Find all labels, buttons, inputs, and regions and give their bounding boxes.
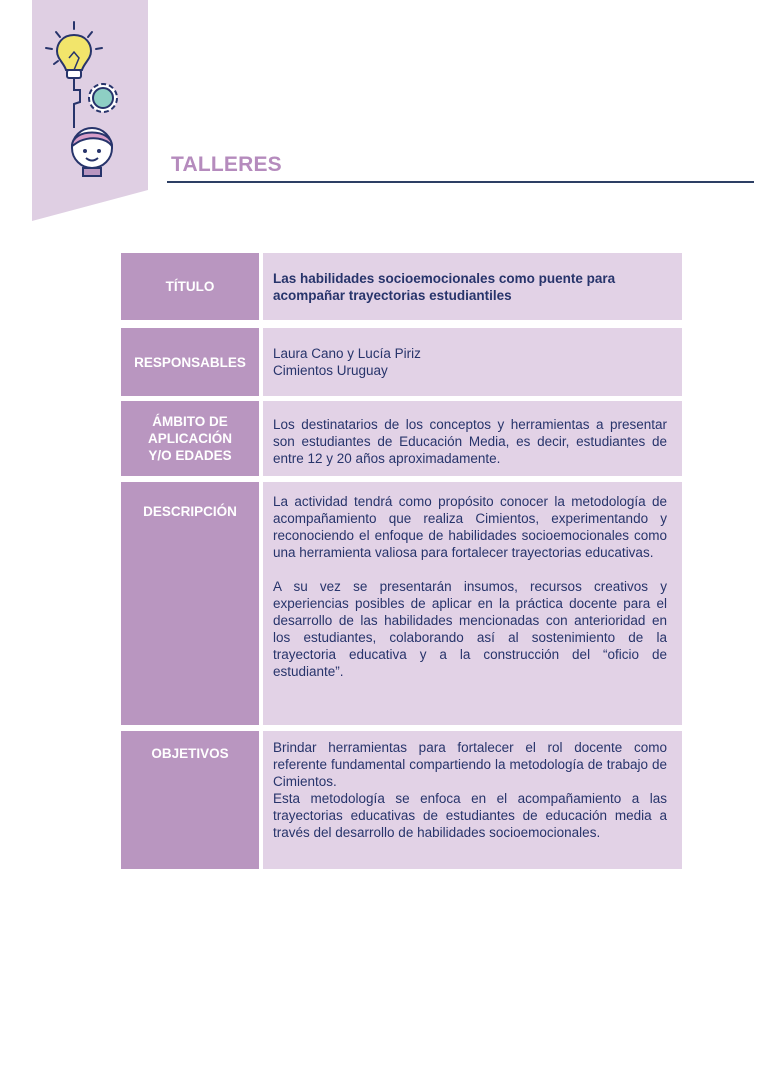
lightbulb-gear-person-icon bbox=[40, 18, 140, 178]
objetivos-paragraph: Brindar herramientas para fortalecer el rol docente como referente fundamental compartiendo la metodología de trabajo de Cimientos. bbox=[273, 740, 667, 789]
label-descripcion: DESCRIPCIÓN bbox=[121, 482, 259, 725]
row-descripcion bbox=[121, 482, 682, 725]
ambito-text: Los destinatarios de los conceptos y herramientas a presentar son estudiantes de Educación Media, es decir, estudiantes de entre 12 y 20 años aproximadamente. bbox=[273, 417, 667, 466]
descripcion-paragraph: A su vez se presentarán insumos, recursos creativos y experiencias posibles de aplicar en la práctica docente para el desarrollo de las habilidades mencionadas con anterioridad en los estudiantes, colaborando así al sostenimiento de la trayectoria educativa y a la construcción del “oficio de estudiante”. bbox=[273, 579, 667, 679]
titulo-line: Las habilidades socioemocionales como puente para bbox=[273, 270, 616, 286]
value-responsables bbox=[263, 328, 682, 396]
section-divider bbox=[167, 181, 754, 183]
ambito-label-line: Y/O EDADES bbox=[148, 448, 232, 463]
label-responsables: RESPONSABLES bbox=[121, 328, 259, 396]
ambito-label-line: ÁMBITO DE bbox=[152, 414, 228, 429]
responsables-line: Laura Cano y Lucía Piriz bbox=[273, 346, 421, 361]
row-objetivos bbox=[121, 731, 682, 869]
descripcion-paragraph: La actividad tendrá como propósito conocer la metodología de acompañamiento que realiza Cimientos, experimentando y reconociendo el enfoque de habilidades socioemocionales como una herramienta valiosa para fortalecer trayectorias educativas. bbox=[273, 494, 667, 560]
row-titulo bbox=[121, 253, 682, 320]
row-ambito bbox=[121, 401, 682, 476]
ambito-label-line: APLICACIÓN bbox=[148, 431, 232, 446]
label-titulo: TÍTULO bbox=[121, 253, 259, 320]
value-titulo bbox=[263, 253, 682, 320]
label-objetivos: OBJETIVOS bbox=[121, 731, 259, 869]
row-responsables bbox=[121, 328, 682, 396]
value-ambito bbox=[263, 401, 682, 476]
section-title: TALLERES bbox=[171, 153, 282, 176]
responsables-line: Cimientos Uruguay bbox=[273, 363, 388, 378]
objetivos-paragraph: Esta metodología se enfoca en el acompañamiento a las trayectorias educativas de estudiantes de educación media a través del desarrollo de habilidades socioemocionales. bbox=[273, 791, 667, 840]
label-ambito bbox=[121, 401, 259, 476]
titulo-line: acompañar trayectorias estudiantiles bbox=[273, 287, 512, 303]
value-objetivos bbox=[263, 731, 682, 869]
header-ribbon bbox=[32, 0, 148, 221]
value-descripcion bbox=[263, 482, 682, 725]
